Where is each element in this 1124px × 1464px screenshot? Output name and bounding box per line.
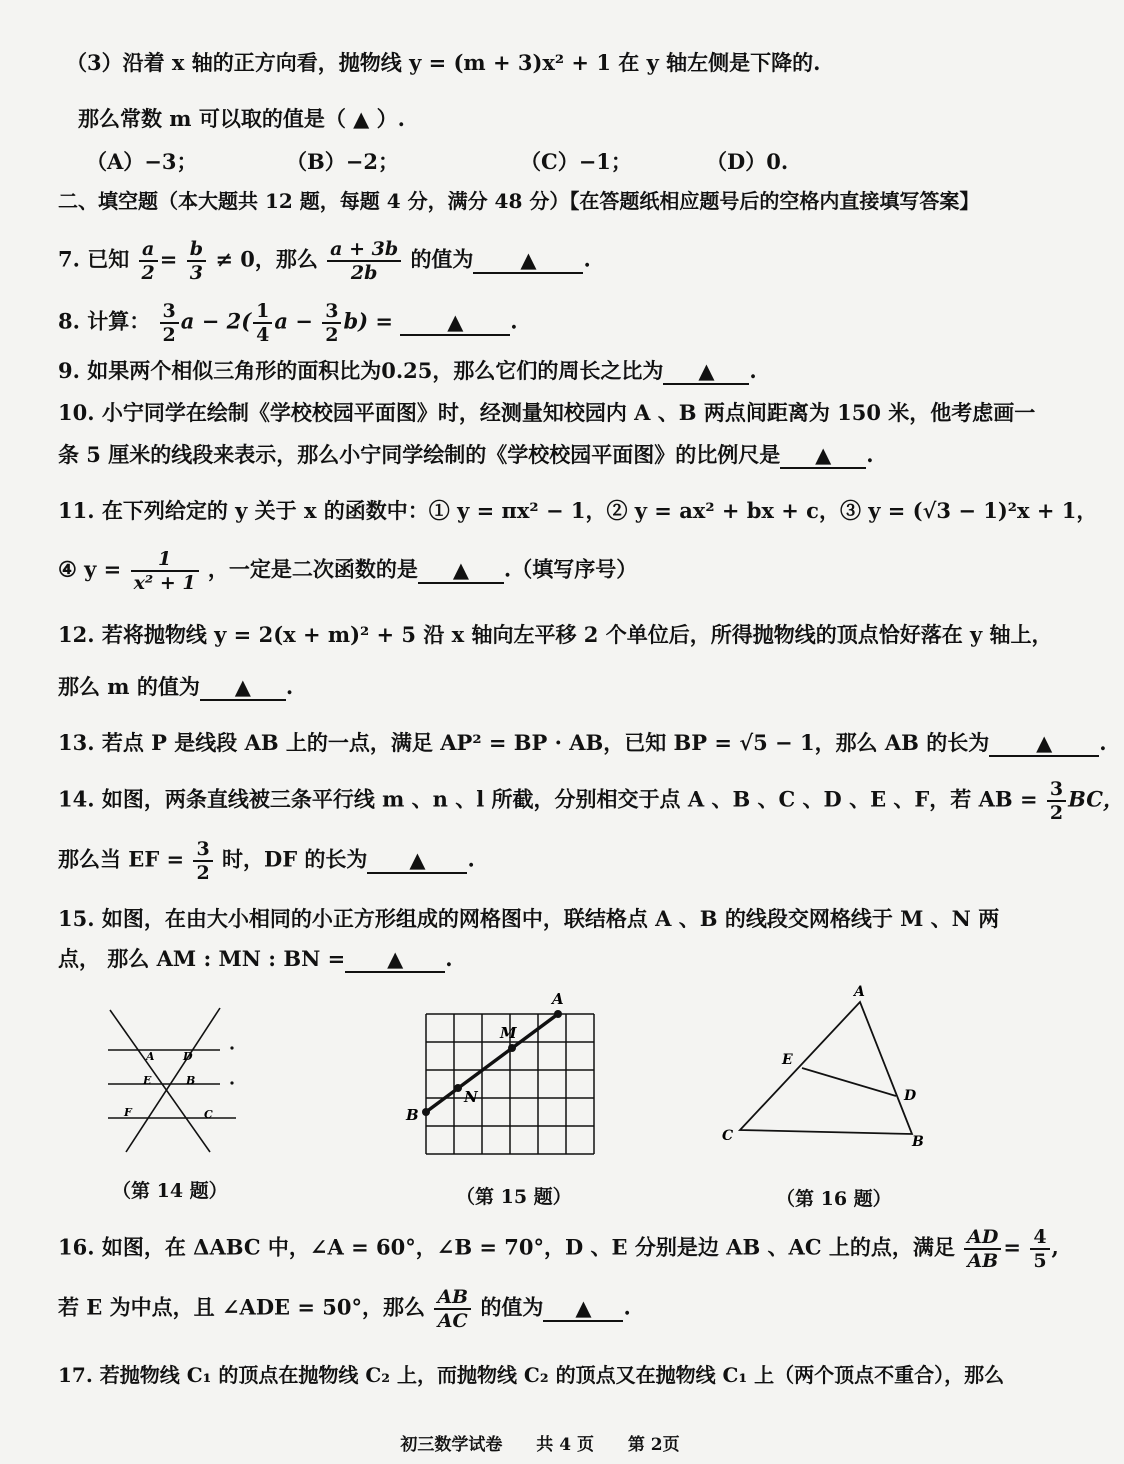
answer-blank-13: ▲ [989, 731, 1099, 757]
frac-a3b-over-2b: $\frac{a + 3b}{2b}$ [327, 238, 401, 284]
figure-14 [100, 1000, 250, 1160]
fig15-label-b: B [406, 1106, 419, 1124]
footer-page-number: 第 2页 [627, 1435, 680, 1455]
question-8: 8. 计算： $\frac{3}{2}$ a − 2( $\frac{1}{4}$ a − $\frac{3}{2}$ b) = ▲ . [58, 300, 518, 346]
frac-3-over-2-a: $\frac{3}{2}$ [160, 300, 179, 346]
fig14-label-e: E [143, 1074, 152, 1087]
fig16-label-c: C [722, 1128, 734, 1144]
frac-1-over-4: $\frac{1}{4}$ [253, 300, 272, 346]
question-11-line1: 11. 在下列给定的 y 关于 x 的函数中：① y = πx² − 1，② y = ax² + bx + c，③ y = (√3 − 1)²x + 1， [58, 498, 1098, 523]
frac-1-over-x2p1: $\frac{1}{\text{x² + 1}}$ [131, 548, 199, 594]
answer-blank-10: ▲ [780, 443, 866, 469]
q6-option-b: （B）−2； [286, 149, 399, 174]
question-10-line1: 10. 小宁同学在绘制《学校校园平面图》时，经测量知校园内 A 、B 两点间距离为 150 米，他考虑画一 [58, 400, 1036, 425]
answer-blank-15: ▲ [345, 947, 445, 973]
fig14-label-f: F [124, 1106, 132, 1119]
frac-3-over-2-b: $\frac{3}{2}$ [322, 300, 341, 346]
question-12-line1: 12. 若将抛物线 y = 2(x + m)² + 5 沿 x 轴向左平移 2 个单位后，所得抛物线的顶点恰好落在 y 轴上， [58, 622, 1053, 647]
point-n [454, 1084, 462, 1092]
q6-option-d: （D）0. [706, 149, 789, 174]
frac-3-over-2-c: $\frac{3}{2}$ [1047, 778, 1066, 824]
point-m [508, 1044, 516, 1052]
question-14-line2: 那么当 EF = $\frac{3}{2}$ 时，DF 的长为 ▲ . [58, 838, 475, 884]
fig15-label-m: M [500, 1024, 517, 1042]
fig16-label-b: B [912, 1134, 924, 1150]
question-17: 17. 若抛物线 C₁ 的顶点在抛物线 C₂ 上，而抛物线 C₂ 的顶点又在抛物线 C₁ 上（两个顶点不重合），那么 [58, 1363, 1005, 1387]
section-heading: 二、填空题（本大题共 12 题，每题 4 分，满分 48 分）【在答题纸相应题号后的空格内直接填写答案】 [58, 189, 980, 213]
frac-ad-over-ab: $\frac{AD}{AB}$ [964, 1226, 1001, 1272]
question-13: 13. 若点 P 是线段 AB 上的一点，满足 AP² = BP · AB，已知 BP = √5 − 1，那么 AB 的长为 ▲ . [58, 730, 1107, 755]
q6-part3: （3）沿着 x 轴的正方向看，抛物线 y = (m + 3)x² + 1 在 y 轴左侧是下降的. [66, 50, 821, 75]
q6-option-c: （C）−1； [520, 149, 632, 174]
fig14-label-a: A [146, 1050, 155, 1063]
caption-14: （第 14 题） [112, 1180, 228, 1202]
fig14-label-b: B [186, 1074, 196, 1087]
answer-blank-11: ▲ [418, 558, 504, 584]
question-7: 7. 已知 $\frac{a}{2}$ = $\frac{b}{3}$ ≠ 0，那么 $\frac{a + 3b}{2b}$ 的值为 ▲ . [58, 238, 591, 284]
frac-a-over-2: $\frac{a}{2}$ [139, 238, 158, 284]
footer-title: 初三数学试卷 [400, 1435, 503, 1455]
caption-15: （第 15 题） [456, 1186, 572, 1208]
page-footer [0, 1430, 1080, 1455]
fig14-label-c: C [204, 1108, 213, 1121]
triangle-abc [740, 1002, 912, 1134]
question-12-line2: 那么 m 的值为 ▲ . [58, 674, 294, 699]
q6-stem: 那么常数 m 可以取的值是（ ▲ ）. [78, 106, 405, 131]
fig15-label-n: N [464, 1088, 478, 1106]
frac-3-over-2-d: $\frac{3}{2}$ [193, 838, 212, 884]
footer-total-pages: 共 4 页 [536, 1435, 594, 1455]
question-11-line2: ④ y = $\frac{1}{\text{x² + 1}}$ ，一定是二次函数的是 ▲ .（填写序号） [58, 548, 638, 594]
answer-blank-16: ▲ [543, 1296, 623, 1322]
fig16-label-e: E [782, 1052, 793, 1068]
question-10-line2: 条 5 厘米的线段来表示，那么小宁同学绘制的《学校校园平面图》的比例尺是 ▲ . [58, 442, 874, 467]
frac-4-over-5: $\frac{4}{5}$ [1030, 1226, 1049, 1272]
caption-16: （第 16 题） [776, 1188, 892, 1210]
point-a [554, 1010, 562, 1018]
answer-blank-7: ▲ [473, 248, 583, 274]
fig14-label-d: D [183, 1050, 193, 1063]
figure-16 [716, 982, 936, 1152]
q6-option-a: （A）−3； [86, 149, 198, 174]
fig15-label-a: A [552, 990, 564, 1008]
question-16-line2: 若 E 为中点，且 ∠ADE = 50°，那么 $\frac{AB}{AC}$ 的值为 ▲ . [58, 1286, 631, 1332]
frac-ab-over-ac: $\frac{AB}{AC}$ [434, 1286, 471, 1332]
segment-de [802, 1068, 896, 1096]
answer-blank-9: ▲ [663, 359, 749, 385]
question-15-line2: 点， 那么 AM : MN : BN = ▲ . [58, 946, 453, 971]
question-16-line1: 16. 如图，在 ΔABC 中，∠A = 60°，∠B = 70°，D 、E 分别是边 AB 、AC 上的点，满足 $\frac{AD}{AB}$ = $\frac{4}{5}$ , [58, 1226, 1059, 1272]
figure-15 [400, 988, 610, 1158]
transversal-2 [126, 1008, 220, 1152]
point-b [422, 1108, 430, 1116]
question-15-line1: 15. 如图，在由大小相同的小正方形组成的网格图中，联结格点 A 、B 的线段交网格线于 M 、N 两 [58, 906, 1000, 931]
frac-b-over-3: $\frac{b}{3}$ [187, 238, 206, 284]
fig16-label-d: D [904, 1088, 917, 1104]
question-9: 9. 如果两个相似三角形的面积比为0.25，那么它们的周长之比为 ▲ . [58, 358, 757, 383]
question-14-line1: 14. 如图，两条直线被三条平行线 m 、n 、l 所截，分别相交于点 A 、B 、C 、D 、E 、F，若 AB = $\frac{3}{2}$ BC， [58, 778, 1124, 824]
answer-blank-8: ▲ [400, 310, 510, 336]
fig16-label-a: A [854, 984, 865, 1000]
answer-blank-12: ▲ [200, 675, 286, 701]
answer-blank-14: ▲ [367, 848, 467, 874]
